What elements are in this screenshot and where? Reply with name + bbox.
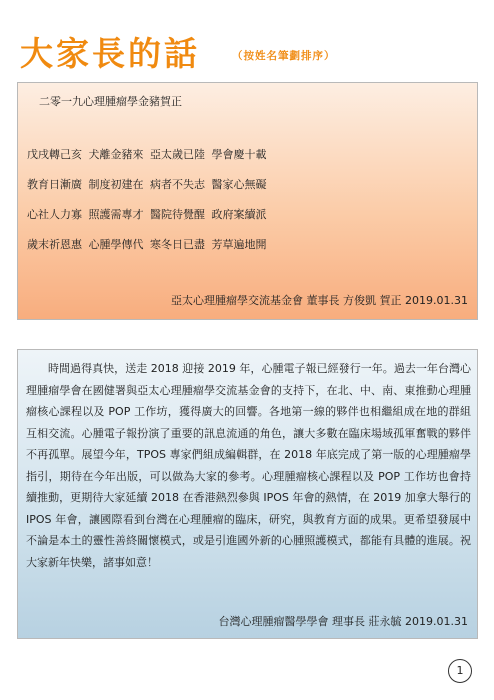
poem-line: 歲末祈恩惠 心腫學傳代 寒冬日已盡 芳草遍地開 bbox=[27, 238, 267, 251]
message-body: 時間過得真快，送走 2018 迎接 2019 年，心腫電子報已經發行一年。過去一年台灣心理腫瘤學會在國健署與亞太心理腫瘤學交流基金會的支持下，在北、中、南、東推動心理腫瘤核心課程以及 POP 工作坊，獲得廣大的回響。各地第一線的夥伴也相繼組成在地的群組互相交流。心腫電子報扮演了重要的訊息流通的角色，讓大多數在臨床場域孤軍奮戰的夥伴不再孤單。展望今年，TPOS 專家們組成編輯群，在 2018 年底完成了第一版的心理腫瘤學指引，期待在今年出版，可以做為大家的參考。心理腫瘤核心課程以及 POP 工作坊也會持續推動，更期待大家延續 2018 在香港熱烈參與 IPOS 年會的熱情，在 2019 加拿大舉行的 IPOS 年會，讓國際看到台灣在心理腫瘤的臨床，研究，與教育方面的成果。更希望發展中不論是本土的靈性善終關懷模式，或是引進國外新的心腫照護模式，都能有具體的進展。祝大家新年快樂，諸事如意！ bbox=[26, 362, 471, 569]
message-signature: 台灣心理腫瘤醫學學會 理事長 莊永毓 2019.01.31 bbox=[218, 615, 468, 628]
poem-line: 戊戌轉己亥 犬離金豬來 亞太歲已陸 學會慶十載 bbox=[27, 148, 267, 161]
page-subtitle: （按姓名筆劃排序） bbox=[232, 50, 336, 62]
poem-line: 教育日漸廣 制度初建在 病者不失志 醫家心無礙 bbox=[27, 178, 267, 191]
page-title: 大家長的話 bbox=[20, 34, 200, 73]
greeting-box-orange bbox=[17, 82, 478, 320]
message-box-blue bbox=[17, 349, 478, 639]
greeting-heading: 二零一九心理腫瘤學金豬賀正 bbox=[39, 95, 182, 108]
page-header bbox=[20, 28, 480, 74]
greeting-signature: 亞太心理腫瘤學交流基金會 董事長 方俊凱 賀正 2019.01.31 bbox=[171, 294, 468, 307]
greeting-poem bbox=[27, 147, 267, 267]
poem-line: 心社人力寡 照護需專才 醫院待覺醒 政府案續派 bbox=[27, 208, 267, 221]
page-number: 1 bbox=[448, 659, 472, 683]
